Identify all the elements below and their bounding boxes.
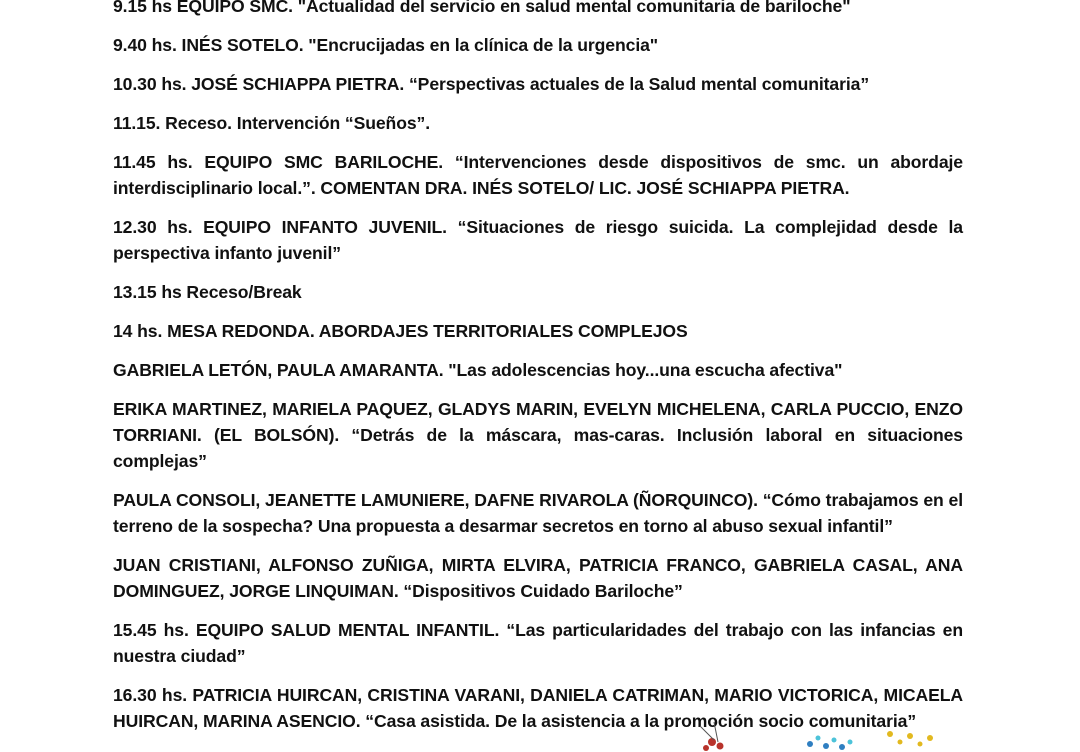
program-entry: PAULA CONSOLI, JEANETTE LAMUNIERE, DAFNE RIVAROLA (ÑORQUINCO). “Cómo trabajamos en el terreno de la sospecha? Una propuesta a desarmar secretos en torno al abuso sexual infantil” (113, 490, 963, 536)
program-entry: 10.30 hs. JOSÉ SCHIAPPA PIETRA. “Perspectivas actuales de la Salud mental comunitaria” (113, 74, 870, 94)
program-entry: GABRIELA LETÓN, PAULA AMARANTA. "Las adolescencias hoy...una escucha afectiva" (113, 360, 843, 380)
program-entry: JUAN CRISTIANI, ALFONSO ZUÑIGA, MIRTA ELVIRA, PATRICIA FRANCO, GABRIELA CASAL, ANA DOMINGUEZ, JORGE LINQUIMAN. “Dispositivos Cuidado Bariloche” (113, 555, 963, 601)
program-entry: 11.15. Receso. Intervención “Sueños”. (113, 113, 431, 133)
program-entry: 12.30 hs. EQUIPO INFANTO JUVENIL. “Situaciones de riesgo suicida. La complejidad desde la perspectiva infanto juvenil” (113, 217, 963, 263)
program-entry: 9.15 hs EQUIPO SMC. "Actualidad del servicio en salud mental comunitaria de bariloche" (113, 0, 851, 16)
program-entry: 16.30 hs. PATRICIA HUIRCAN, CRISTINA VARANI, DANIELA CATRIMAN, MARIO VICTORICA, MICAELA HUIRCAN, MARINA ASENCIO. “Casa asistida. De la asistencia a la promoción socio comunitaria” (113, 685, 963, 731)
blue-dot-pattern-icon (807, 736, 853, 751)
program-entry: 13.15 hs Receso/Break (113, 282, 302, 302)
program-page (113, 0, 963, 747)
program-entry: 9.40 hs. INÉS SOTELO. "Encrucijadas en la clínica de la urgencia" (113, 35, 659, 55)
program-entry: 14 hs. MESA REDONDA. ABORDAJES TERRITORIALES COMPLEJOS (113, 321, 688, 341)
decorative-dots-graphic (690, 712, 990, 752)
program-entry: 15.45 hs. EQUIPO SALUD MENTAL INFANTIL. “Las particularidades del trabajo con las infancias en nuestra ciudad” (113, 620, 963, 666)
red-berry-cluster-icon (700, 722, 724, 751)
program-entry: 11.45 hs. EQUIPO SMC BARILOCHE. “Intervenciones desde dispositivos de smc. un abordaje interdisciplinario local.”. COMENTAN DRA. INÉS SOTELO/ LIC. JOSÉ SCHIAPPA PIETRA. (113, 152, 963, 198)
yellow-dot-pattern-icon (887, 731, 933, 747)
program-entry: ERIKA MARTINEZ, MARIELA PAQUEZ, GLADYS MARIN, EVELYN MICHELENA, CARLA PUCCIO, ENZO TORRIANI. (EL BOLSÓN). “Detrás de la máscara, mas-caras. Inclusión laboral en situaciones complejas” (113, 399, 963, 471)
